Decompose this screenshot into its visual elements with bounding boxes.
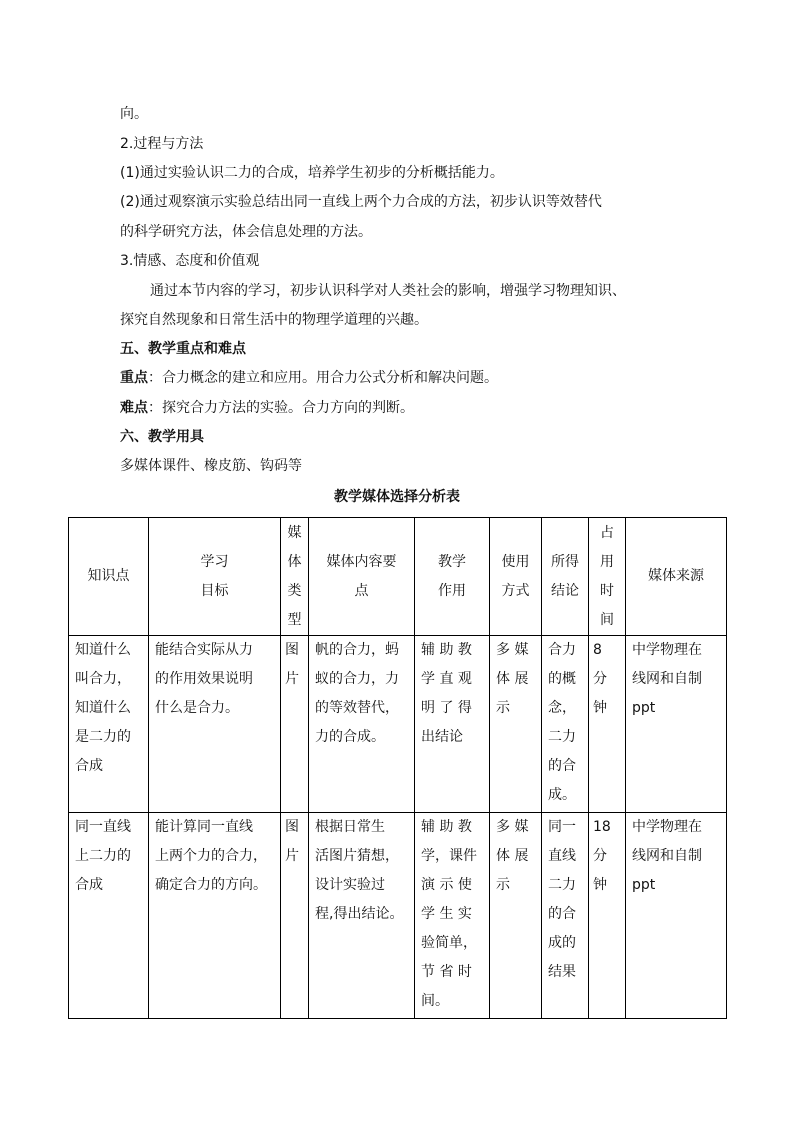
difficult-point-text: ：探究合力方法的实验。合力方向的判断。: [148, 400, 414, 416]
cell-content: 帆的合力，蚂 蚁的合力，力 的等效替代， 力的合成。: [309, 636, 415, 813]
media-analysis-table: [68, 517, 727, 1019]
cell-source: 中学物理在 线网和自制 ppt: [626, 813, 727, 1019]
cell-time: 8 分 钟: [589, 636, 626, 813]
cell-content: 根据日常生 活图片猜想， 设计实验过 程,得出结论。: [309, 813, 415, 1019]
subsection-title: 3.情感、态度和价值观: [120, 253, 260, 269]
cell-result: 同一 直线 二力 的合 成的 结果: [542, 813, 589, 1019]
header-knowledge: 知识点: [69, 518, 149, 636]
tools-text: 多媒体课件、橡皮筋、钩码等: [120, 458, 302, 474]
text-line: 的科学研究方法，体会信息处理的方法。: [120, 224, 372, 240]
header-content: 媒体内容要 点: [309, 518, 415, 636]
header-media-type: 媒 体 类 型: [281, 518, 309, 636]
cell-source: 中学物理在 线网和自制 ppt: [626, 636, 727, 813]
text-line: (2)通过观察演示实验总结出同一直线上两个力合成的方法，初步认识等效替代: [120, 194, 602, 210]
header-usage: 使用 方式: [490, 518, 542, 636]
cell-role: 辅 助 教 学 直 观 明 了 得 出结论: [415, 636, 490, 813]
text-line: (1)通过实验认识二力的合成，培养学生初步的分析概括能力。: [120, 165, 504, 181]
cell-role: 辅 助 教 学，课件 演 示 使 学 生 实 验简单， 节 省 时 间。: [415, 813, 490, 1019]
table-caption: 教学媒体选择分析表: [334, 489, 460, 505]
header-role: 教学 作用: [415, 518, 490, 636]
cell-time: 18 分 钟: [589, 813, 626, 1019]
difficult-point-label: 难点: [120, 400, 148, 416]
header-goal: 学习 目标: [149, 518, 281, 636]
text-line: 探究自然现象和日常生活中的物理学道理的兴趣。: [120, 312, 428, 328]
cell-usage: 多 媒 体 展 示: [490, 636, 542, 813]
key-point-text: ：合力概念的建立和应用。用合力公式分析和解决问题。: [148, 370, 498, 386]
cell-knowledge: 知道什么 叫合力， 知道什么 是二力的 合成: [69, 636, 149, 813]
key-point-line: [120, 368, 498, 388]
section-heading: 五、教学重点和难点: [120, 341, 246, 357]
text-line: 向。: [120, 106, 148, 122]
text-line: 通过本节内容的学习，初步认识科学对人类社会的影响，增强学习物理知识、: [150, 283, 626, 299]
cell-usage: 多 媒 体 展 示: [490, 813, 542, 1019]
table-header-row: [69, 518, 727, 636]
cell-goal: 能结合实际从力 的作用效果说明 什么是合力。: [149, 636, 281, 813]
cell-result: 合力 的概 念， 二力 的合 成。: [542, 636, 589, 813]
cell-media-type: 图 片: [281, 813, 309, 1019]
table-row: [69, 813, 727, 1019]
header-source: 媒体来源: [626, 518, 727, 636]
header-time: 占 用 时 间: [589, 518, 626, 636]
subsection-title: 2.过程与方法: [120, 136, 204, 152]
cell-knowledge: 同一直线 上二力的 合成: [69, 813, 149, 1019]
difficult-point-line: [120, 398, 414, 418]
table-row: [69, 636, 727, 813]
cell-goal: 能计算同一直线 上两个力的合力， 确定合力的方向。: [149, 813, 281, 1019]
key-point-label: 重点: [120, 370, 148, 386]
header-result: 所得 结论: [542, 518, 589, 636]
section-heading: 六、教学用具: [120, 429, 204, 445]
cell-media-type: 图 片: [281, 636, 309, 813]
